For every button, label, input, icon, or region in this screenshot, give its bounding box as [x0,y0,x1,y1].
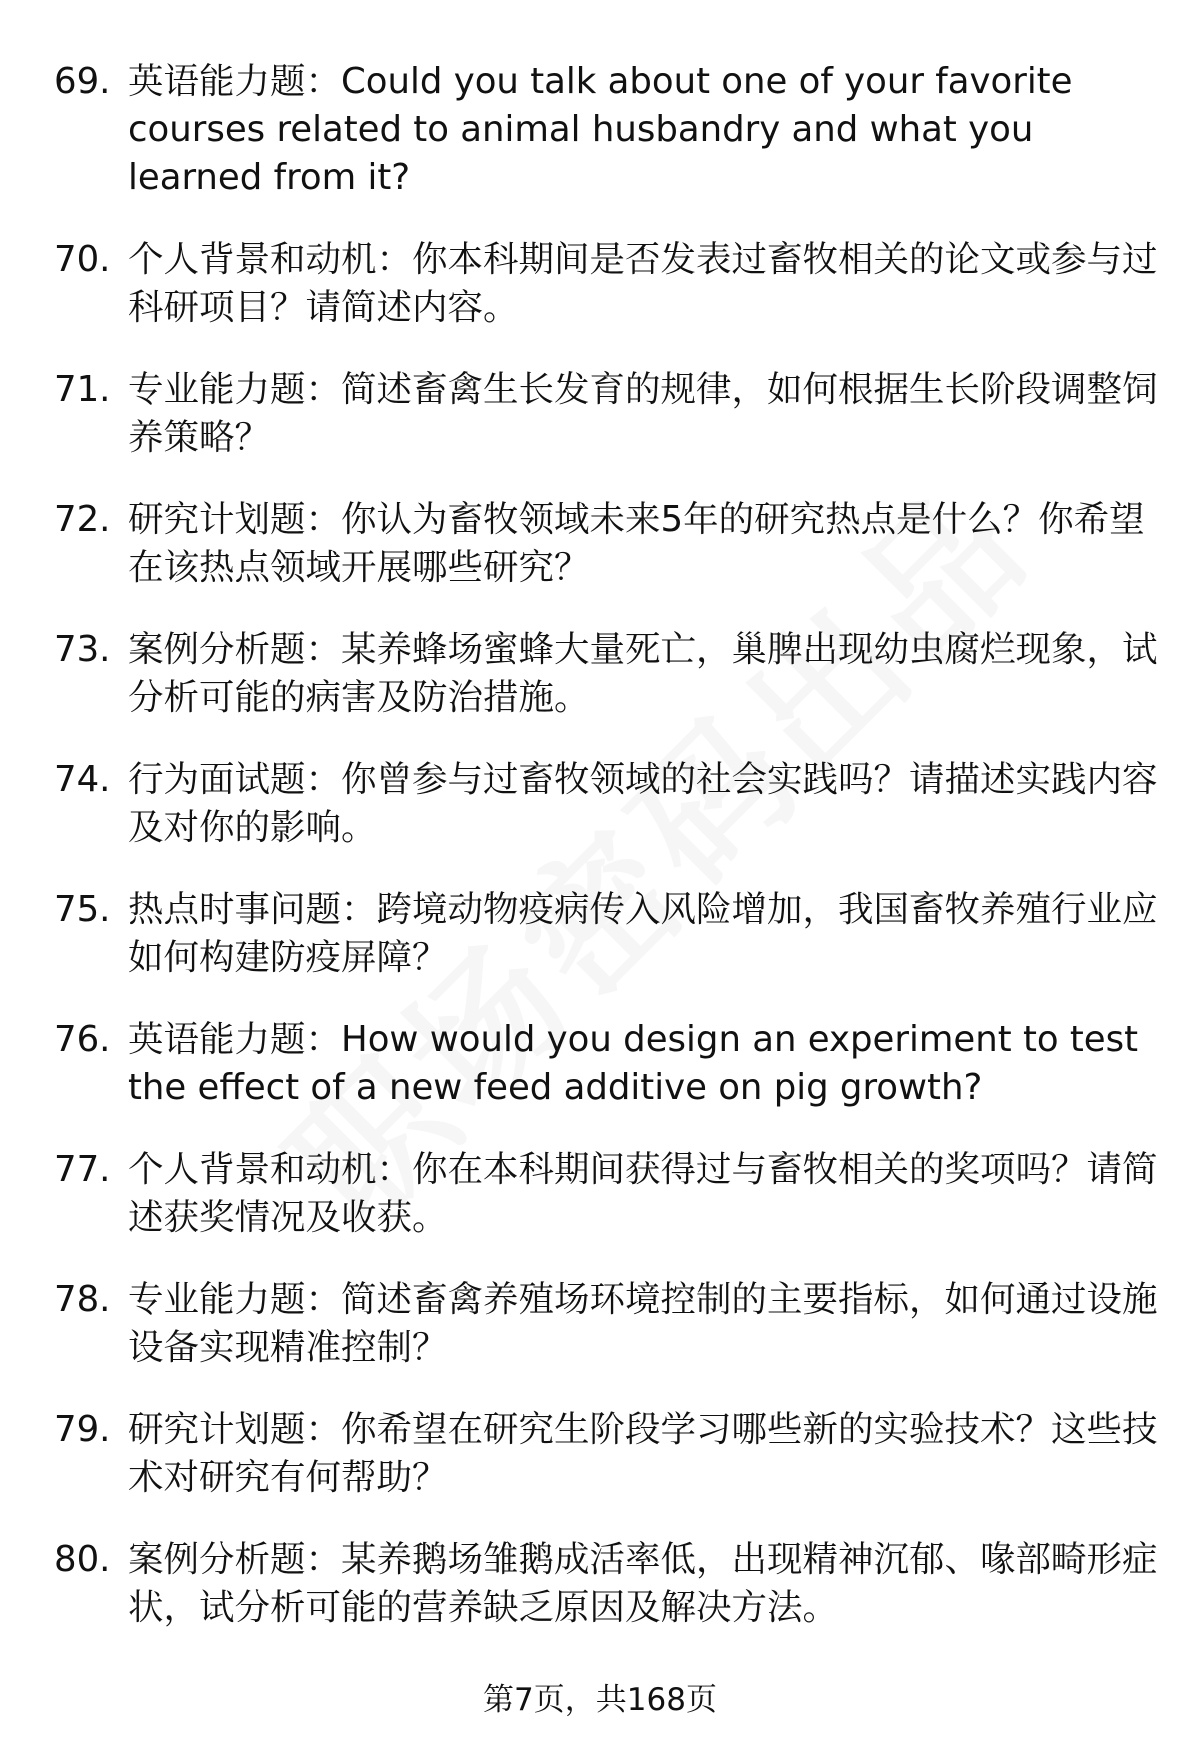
question-text: 热点时事问题：跨境动物疫病传入风险增加，我国畜牧养殖行业应如何构建防疫屏障？ [128,889,1158,978]
question-number: 80. [54,1539,111,1580]
question-text: 行为面试题：你曾参与过畜牧领域的社会实践吗？请描述实践内容及对你的影响。 [128,759,1158,848]
question-text: 案例分析题：某养蜂场蜜蜂大量死亡，巢脾出现幼虫腐烂现象，试分析可能的病害及防治措施。 [128,629,1158,718]
question-number: 71. [54,369,111,410]
question-number: 78. [54,1279,111,1320]
question-number: 72. [54,499,111,540]
question-text: 研究计划题：你希望在研究生阶段学习哪些新的实验技术？这些技术对研究有何帮助？ [128,1409,1158,1498]
question-list [0,58,1200,1666]
list-item [0,1406,1200,1502]
question-number: 75. [54,889,111,930]
list-item [0,626,1200,722]
page-footer: 第7页，共168页 [483,1682,717,1718]
list-item [0,1146,1200,1242]
question-number: 77. [54,1149,111,1190]
list-item [0,366,1200,462]
question-number: 76. [54,1019,111,1060]
question-number: 79. [54,1409,111,1450]
question-number: 70. [54,239,111,280]
question-number: 69. [54,61,111,102]
list-item [0,1016,1200,1112]
question-number: 74. [54,759,111,800]
question-text: 案例分析题：某养鹅场雏鹅成活率低，出现精神沉郁、喙部畸形症状，试分析可能的营养缺乏原因及解决方法。 [128,1539,1158,1628]
list-item [0,236,1200,332]
question-number: 73. [54,629,111,670]
question-text: 专业能力题：简述畜禽生长发育的规律，如何根据生长阶段调整饲养策略？ [128,369,1158,458]
list-item [0,58,1200,202]
question-text: 个人背景和动机：你在本科期间获得过与畜牧相关的奖项吗？请简述获奖情况及收获。 [128,1149,1158,1238]
list-item [0,1536,1200,1632]
list-item [0,756,1200,852]
question-text: 个人背景和动机：你本科期间是否发表过畜牧相关的论文或参与过科研项目？请简述内容。 [128,239,1158,328]
list-item [0,1276,1200,1372]
question-text: 英语能力题：Could you talk about one of your favorite courses related to animal husbandry and what you learned from it? [128,61,1073,198]
question-text: 研究计划题：你认为畜牧领域未来5年的研究热点是什么？你希望在该热点领域开展哪些研究？ [128,499,1145,588]
list-item [0,496,1200,592]
list-item [0,886,1200,982]
question-text: 英语能力题：How would you design an experiment to test the effect of a new feed additive on pig growth? [128,1019,1139,1108]
question-text: 专业能力题：简述畜禽养殖场环境控制的主要指标，如何通过设施设备实现精准控制？ [128,1279,1158,1368]
